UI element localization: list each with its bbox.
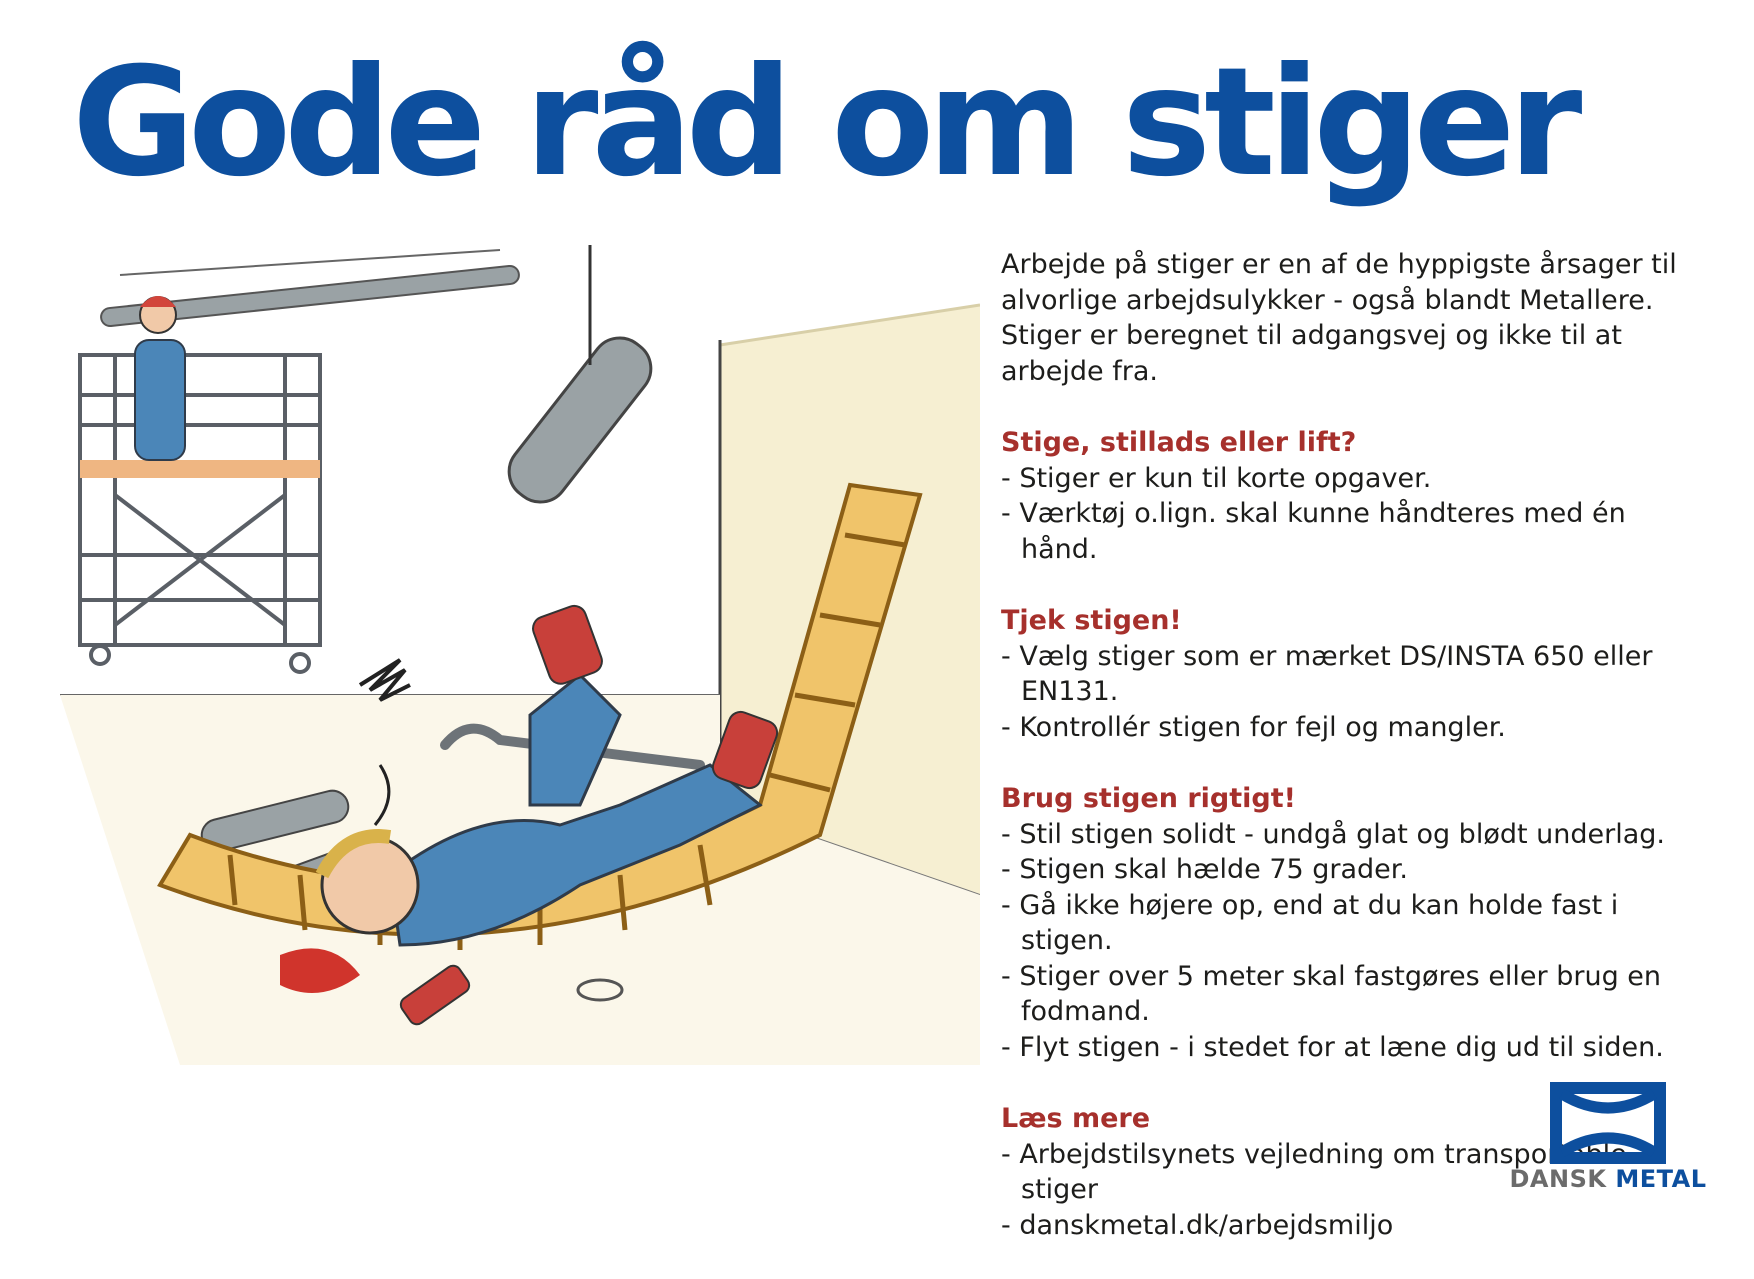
logo-word-dansk: DANSK bbox=[1509, 1165, 1607, 1193]
section-heading: Læs mere bbox=[1001, 1103, 1151, 1134]
intro-paragraph: Arbejde på stiger er en af de hyppigste årsager til alvorlige arbejdsulykker - også blandt Metallere. Stiger er beregnet til adgangsvej og ikke til at arbejde fra. bbox=[1001, 249, 1677, 387]
section-heading: Tjek stigen! bbox=[1001, 605, 1182, 636]
ladder-accident-illustration bbox=[60, 245, 980, 1190]
list-item link-danskmetal[interactable]: - danskmetal.dk/arbejdsmiljo bbox=[1001, 1209, 1394, 1241]
scaffold-drawing bbox=[80, 355, 320, 672]
dansk-metal-logo-icon bbox=[1550, 1082, 1666, 1164]
logo-word-metal: METAL bbox=[1615, 1165, 1707, 1193]
list-item: - Stiger over 5 meter skal fastgøres eller brug en fodmand. bbox=[1001, 960, 1662, 1027]
list-item: - Vælg stiger som er mærket DS/INSTA 650 eller EN131. bbox=[1001, 640, 1653, 707]
list-item: - Stiger er kun til korte opgaver. bbox=[1001, 462, 1432, 494]
list-item: - Gå ikke højere op, end at du kan holde fast i stigen. bbox=[1001, 889, 1619, 956]
dansk-metal-logo-text bbox=[1508, 1165, 1708, 1193]
section-brug-stigen-rigtigt bbox=[1001, 781, 1701, 1065]
section-heading: Stige, stillads eller lift? bbox=[1001, 427, 1357, 458]
dansk-metal-logo bbox=[1508, 1082, 1708, 1192]
section-stige-stillads-lift bbox=[1001, 425, 1701, 567]
list-item: - Kontrollér stigen for fejl og mangler. bbox=[1001, 711, 1506, 743]
section-tjek-stigen bbox=[1001, 603, 1701, 745]
list-item: - Stil stigen solidt - undgå glat og blødt underlag. bbox=[1001, 818, 1665, 850]
poster-title: Gode råd om stiger bbox=[72, 36, 1576, 210]
section-heading: Brug stigen rigtigt! bbox=[1001, 783, 1296, 814]
list-item: - Stigen skal hælde 75 grader. bbox=[1001, 854, 1408, 885]
list-item: - Arbejdstilsynets vejledning om transportable stiger bbox=[1001, 1138, 1627, 1205]
list-item: - Værktøj o.lign. skal kunne håndteres med én hånd. bbox=[1001, 498, 1626, 565]
list-item: - Flyt stigen - i stedet for at læne dig ud til siden. bbox=[1001, 1031, 1664, 1063]
